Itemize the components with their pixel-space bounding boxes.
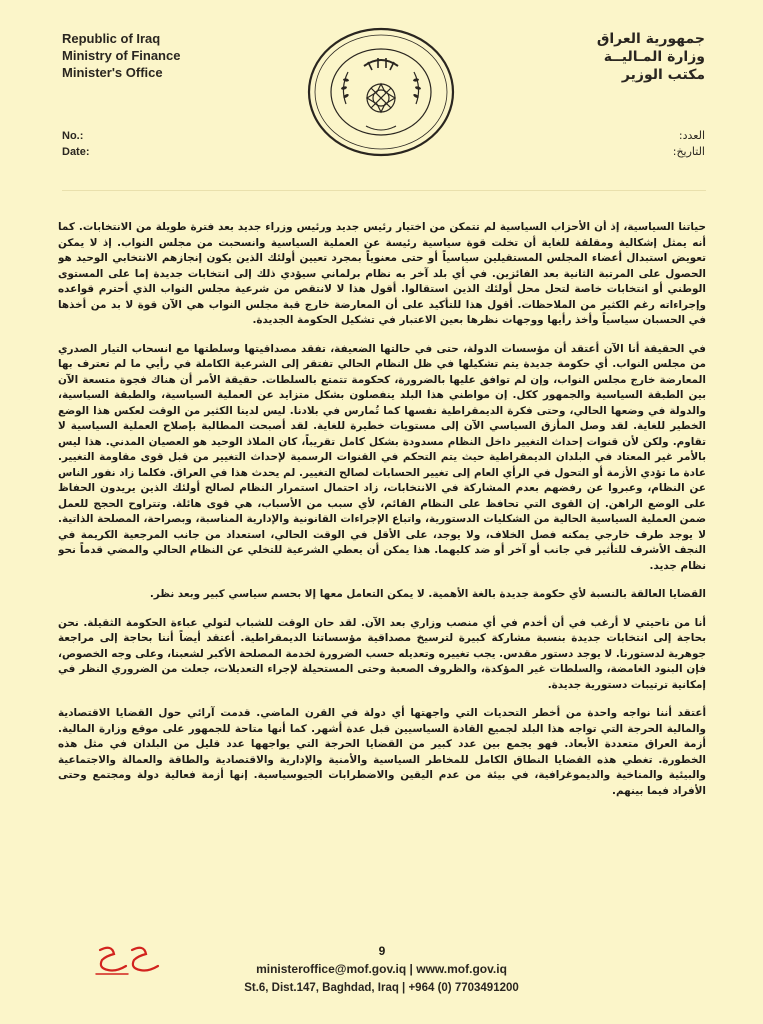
number-label-en: No.: (62, 130, 84, 142)
body-paragraph-5: أعتقد أننا نواجه واحدة من أخطر التحديات التي واجهتها أي دولة في القرن الماضي. قدمت آرائي حول القضايا الاقتصادية والمالية الحرجة التي تواجه هذا البلد لجميع القادة السياسيين قبل عدة أشهر. كما أنها متاحة للجمهور على موقع وزارة المالية. أزمة العراق متعددة الأبعاد. فهو يجمع بين عدد كبير من القضايا الحرجة التي يواجهها عدد قليل من البلدان في مثل هذه الخطورة. تغطي هذه القضايا النطاق الكامل للمخاطر السياسية والأمنية والإدارية والاقتصادية والطاقة والعمالة والاجتماعية والبيئية والمناخية والديموغرافية، في بيئة من عدم اليقين والاضطرابات الجيوسياسية. إنها أزمة فعالية دولة ومجتمع وحتى الأفراد فيما بينهم. (58, 707, 706, 797)
signature-initials (92, 942, 164, 978)
header-english (62, 30, 302, 81)
header-ministry-ar: وزارة المـاليــة (603, 49, 705, 65)
date-label-ar: التاريخ: (672, 145, 705, 158)
header-ministry-en: Ministry of Finance (62, 48, 181, 63)
body-paragraph-4: أنا من ناحيتي لا أرغب في أن أخدم في أي منصب وزاري بعد الآن. لقد حان الوقت للشباب لتولي عباءة الحكومة الثقيلة. نحن بحاجة إلى انتخابات جديدة بنسبة مشاركة كبيرة لترسيخ مصداقية مؤسساتنا الديمقراطية. أعتقد أيضاً أننا بحاجة إلى مراجعة جوهرية لدستورنا. لا يوجد دستور مقدس. يجب تغييره وتعديله حسب الضرورة لخدمة المصلحة الأكبر لشعبنا، وعلى وجه الخصوص، فإن البنود الغامضة، والسلطات غير المؤكدة، والظروف الصعبة وحتى المستحيلة لإجراء التعديلات، جعلت من الضروري النظر في إمكانية ترتيبات دستورية جديدة. (58, 616, 706, 691)
letter-body (58, 220, 706, 916)
footer-contact: ministeroffice@mof.gov.iq | www.mof.gov.iq (256, 962, 507, 976)
body-paragraph-3: القضايا العالقة بالنسبة لأي حكومة جديدة بالغة الأهمية. لا يمكن التعامل معها إلا بحسم سياسي كبير وبعد نظر. (149, 588, 706, 600)
header-divider (62, 190, 706, 191)
footer-address: St.6, Dist.147, Baghdad, Iraq | +964 (0) 7703491200 (244, 982, 519, 994)
body-paragraph-2: في الحقيقة أنا الآن أعتقد أن مؤسسات الدولة، حتى في حالتها الضعيفة، تفقد مصداقيتها وسلطتها مع انسحاب التيار الصدري من مجلس النواب. أي حكومة جديدة يتم تشكيلها في ظل النظام الحالي تفتقر إلى الشرعية الكاملة في رأيي ما لم تعترف بها المعارضة خارج مجلس النواب، وإن لم توافق عليها بالضرورة، كحكومة تتمتع بالسلطات. حقيقة الأمر أن هناك فجوة متسعة الآن بين الطبقة السياسية والجمهور ككل. إن مواطني هذا البلد ينفصلون بشكل متزايد عن العملية السياسية، والطبقة السياسية، والدولة في وضعها الحالي، وحتى فكرة الديمقراطية نفسها كما تُمارس في بلادنا. ليس لدينا الكثير من الوقت لعكس هذا الوضع الخطير للغاية. لقد وصل المأزق السياسي الآن إلى مستويات خطيرة للغاية. لقد أصبحت المطالبة بإصلاح العملية السياسية لا تقاوم. ولكن لأن قنوات إحداث التغيير داخل النظام مسدودة بشكل كامل تقريباً، كان الملاذ الوحيد هو العصيان المدني. هذا ليس بالأمر غير المعتاد في البلدان الديمقراطية حيث يتم التحكم في القنوات الرسمية لإحداث التغيير من قبل قوى مقاومة التغيير. عادة ما تؤدي الأزمة أو التحول في الرأي العام إلى تغيير الحسابات لصالح التغيير. لم يحدث هذا في العراق. فكلما زاد نفور الناس عن النظام، وعبروا عن رفضهم بعدم المشاركة في الانتخابات، زاد احتمال استمرار النظام لصالح أولئك الذين يريدون الحفاظ على الوضع الراهن. إن القوى التي تحافظ على النظام القائم، لأي سبب من الأسباب، هي قوى هائلة. وتتراوح الحجج للعمل ضمن العملية السياسية الحالية من الشكليات الدستورية، واتباع الإجراءات القانونية والإدارية المناسبة، وبصراحة، المصلحة الذاتية. لا يوجد طرف خارجي يمكنه فصل الخلاف، ولا يوجد، على الأقل في الوقت الحالي، استعداد من جانب المرجعية الكريمة في النجف الأشرف للتأثير في جانب أو آخر أو ضد كليهما. هذا يمكن أن يعطي الشرعية للتخلي عن النظام الحالي والمضي قدماً نحو نظام جديد. (58, 342, 706, 572)
header-office-en: Minister's Office (62, 65, 163, 80)
meta-english (62, 128, 90, 160)
header-republic-ar: جمهورية العراق (596, 31, 705, 47)
number-label-ar: العدد: (678, 129, 705, 142)
header-office-ar: مكتب الوزير (621, 67, 705, 83)
header-arabic (465, 30, 705, 84)
date-label-en: Date: (62, 146, 90, 158)
meta-arabic (673, 128, 705, 160)
ministry-seal-logo (306, 26, 456, 158)
page-number: 9 (378, 944, 386, 958)
body-paragraph-1: حياتنا السياسية، إذ أن الأحزاب السياسية لم تتمكن من اختيار رئيس جديد ورئيس وزراء جديد بعد فترة طويلة من الانتخابات. كما أنه يمثل إشكالية ومقلقة للغاية أن تخلت قوة سياسية رئيسة عن العملية السياسية وانسحبت من مجلس النواب. إذ لا يمكن تعويض استبدال أعضاء المجلس المستقيلين سياسياً أو حتى معنوياً بمجرد تعيين أولئك الذين يكون إنجازهم الانتخابي الوحيد هو الحصول على المرتبة الثانية بعد الفائزين. في أي بلد آخر به نظام برلماني سيؤدي ذلك إلى انتخابات جديدة إما على المستوى الوطني أو انتخابات خاصة لتحل محل أولئك الذين استقالوا. أقول هذا لا لانتقص من شرعية مجلس النواب الذي أحترم قواعده وإجراءاته رغم الكثير من الملاحظات. أقول هذا للتأكيد على أن المعارضة خارج قبة مجلس النواب هي الآن قوة لا بد من أخذها في الحسبان سياسياً وأخذ رأيها ووجهات نظرها بعين الاعتبار في تشكيل الحكومة الجديدة. (58, 221, 706, 326)
header-republic-en: Republic of Iraq (62, 31, 161, 46)
